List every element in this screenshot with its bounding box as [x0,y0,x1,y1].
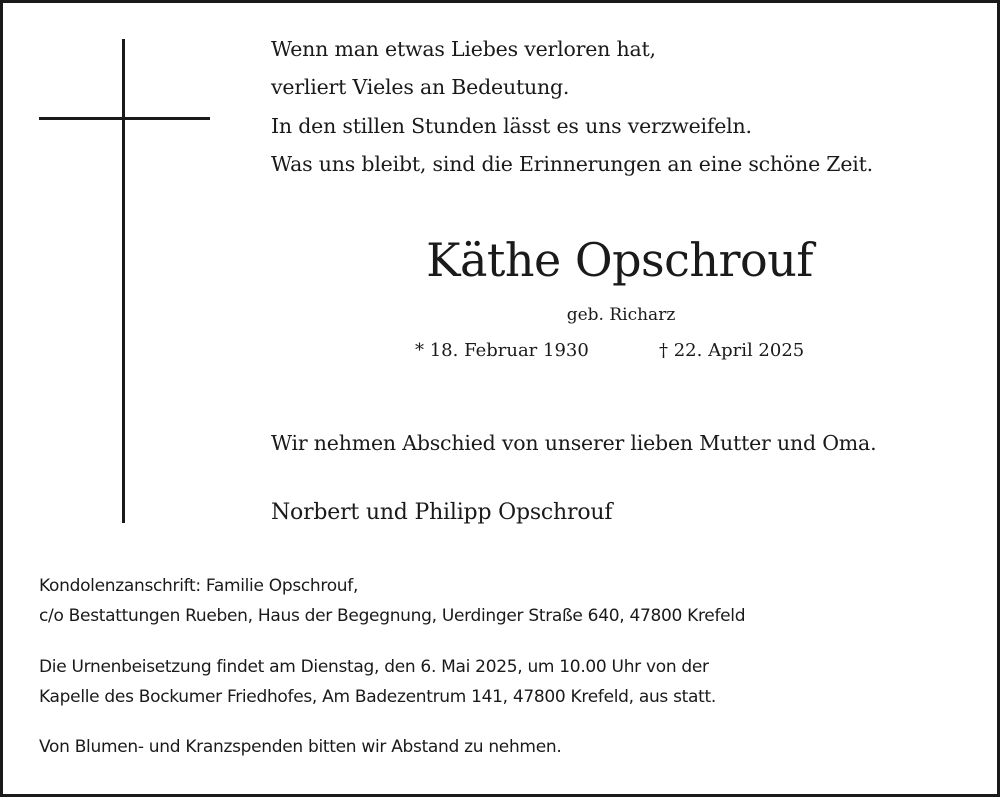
cross-horizontal-bar [39,117,210,120]
poem-line: Wenn man etwas Liebes verloren hat, [271,37,656,61]
death-date: † 22. April 2025 [659,340,805,361]
birth-date: * 18. Februar 1930 [415,340,589,361]
condolence-address [39,572,745,631]
maiden-name: geb. Richarz [566,305,676,325]
deceased-name: Käthe Opschrouf [426,233,813,287]
funeral-info [39,653,716,712]
condolence-line: Kondolenzanschrift: Familie Opschrouf, [39,576,359,596]
poem-line: In den stillen Stunden lässt es uns verzweifeln. [271,113,752,138]
funeral-line: Kapelle des Bockumer Friedhofes, Am Badezentrum 141, 47800 Krefeld, aus statt. [39,686,716,707]
funeral-line: Die Urnenbeisetzung findet am Dienstag, den 6. Mai 2025, um 10.00 Uhr von der [39,657,709,677]
condolence-line: c/o Bestattungen Rueben, Haus der Begegnung, Uerdinger Straße 640, 47800 Krefeld [39,605,746,626]
signers: Norbert und Philipp Opschrouf [271,500,613,525]
flowers-line: Von Blumen- und Kranzspenden bitten wir Abstand zu nehmen. [39,737,562,757]
farewell-text: Wir nehmen Abschied von unserer lieben Mutter und Oma. [271,431,877,455]
poem-line: Was uns bleibt, sind die Erinnerungen an eine schöne Zeit. [271,151,873,176]
poem-line: verliert Vieles an Bedeutung. [271,75,570,100]
flowers-note [39,733,561,763]
memorial-poem [271,30,873,183]
